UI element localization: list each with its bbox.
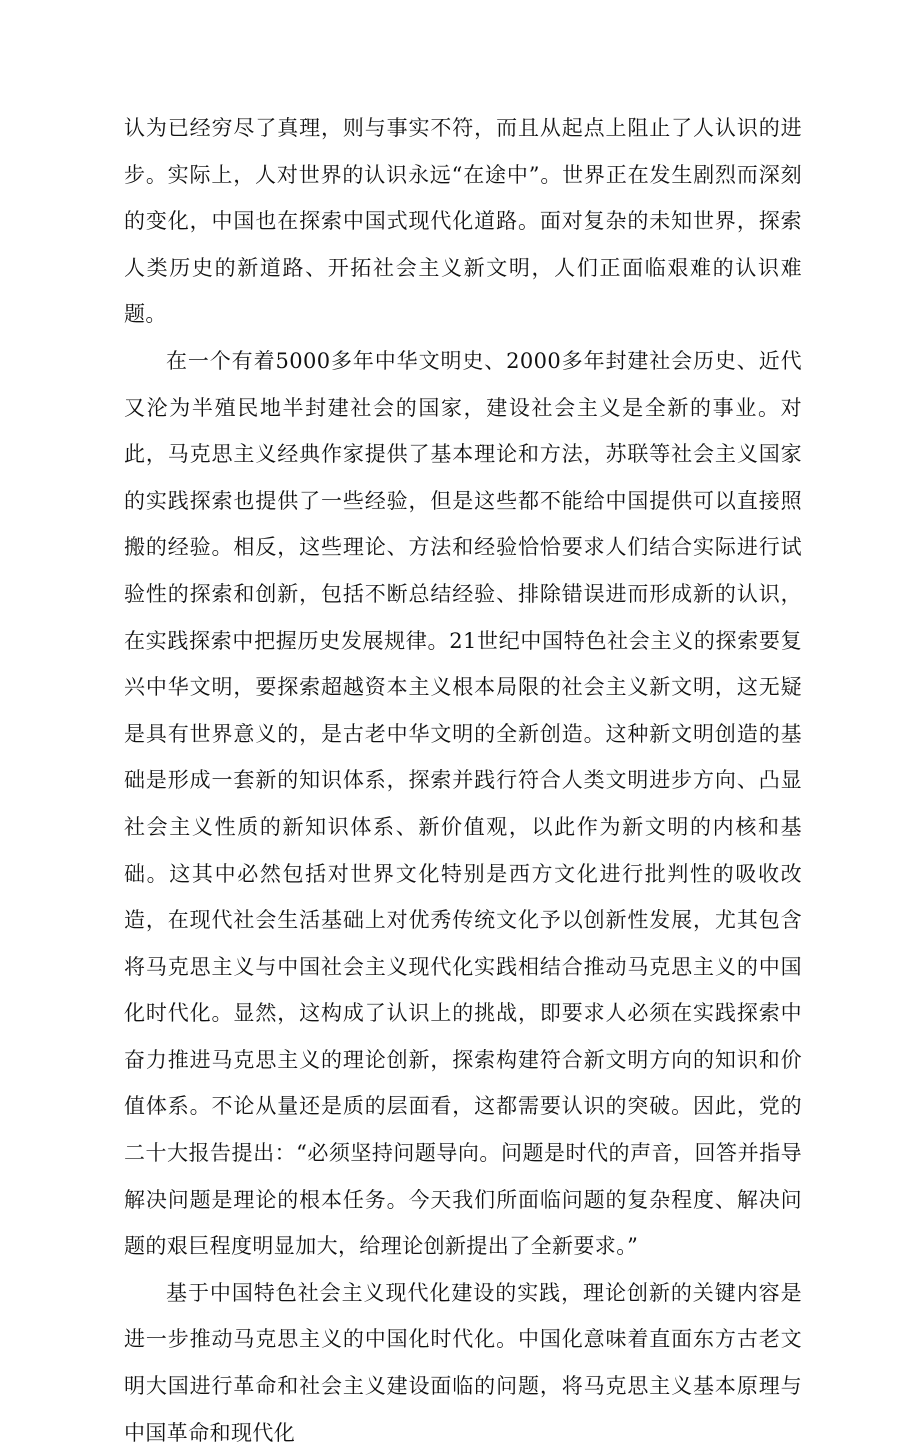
- paragraph-3: 基于中国特色社会主义现代化建设的实践，理论创新的关键内容是进一步推动马克思主义的中国化时代化。中国化意味着直面东方古老文明大国进行革命和社会主义建设面临的问题，将马克思主义基本原理与中国革命和现代化: [124, 1280, 802, 1445]
- paragraph-2: 在一个有着5000多年中华文明史、2000多年封建社会历史、近代又沦为半殖民地半封建社会的国家，建设社会主义是全新的事业。对此，马克思主义经典作家提供了基本理论和方法，苏联等社会主义国家的实践探索也提供了一些经验，但是这些都不能给中国提供可以直接照搬的经验。相反，这些理论、方法和经验恰恰要求人们结合实际进行试验性的探索和创新，包括不断总结经验、排除错误进而形成新的认识，在实践探索中把握历史发展规律。21世纪中国特色社会主义的探索要复兴中华文明，要探索超越资本主义根本局限的社会主义新文明，这无疑是具有世界意义的，是古老中华文明的全新创造。这种新文明创造的基础是形成一套新的知识体系，探索并践行符合人类文明进步方向、凸显社会主义性质的新知识体系、新价值观，以此作为新文明的内核和基础。这其中必然包括对世界文化特别是西方文化进行批判性的吸收改造，在现代社会生活基础上对优秀传统文化予以创新性发展，尤其包含将马克思主义与中国社会主义现代化实践相结合推动马克思主义的中国化时代化。显然，这构成了认识上的挑战，即要求人必须在实践探索中奋力推进马克思主义的理论创新，探索构建符合新文明方向的知识和价值体系。不论从量还是质的层面看，这都需要认识的突破。因此，党的二十大报告提出：“必须坚持问题导向。问题是时代的声音，回答并指导解决问题是理论的根本任务。今天我们所面临问题的复杂程度、解决问题的艰巨程度明显加大，给理论创新提出了全新要求。”: [124, 348, 802, 1259]
- paragraph-1: 认为已经穷尽了真理，则与事实不符，而且从起点上阻止了人认识的进步。实际上，人对世界的认识永远“在途中”。世界正在发生剧烈而深刻的变化，中国也在探索中国式现代化道路。面对复杂的未知世界，探索人类历史的新道路、开拓社会主义新文明，人们正面临艰难的认识难题。: [124, 116, 802, 327]
